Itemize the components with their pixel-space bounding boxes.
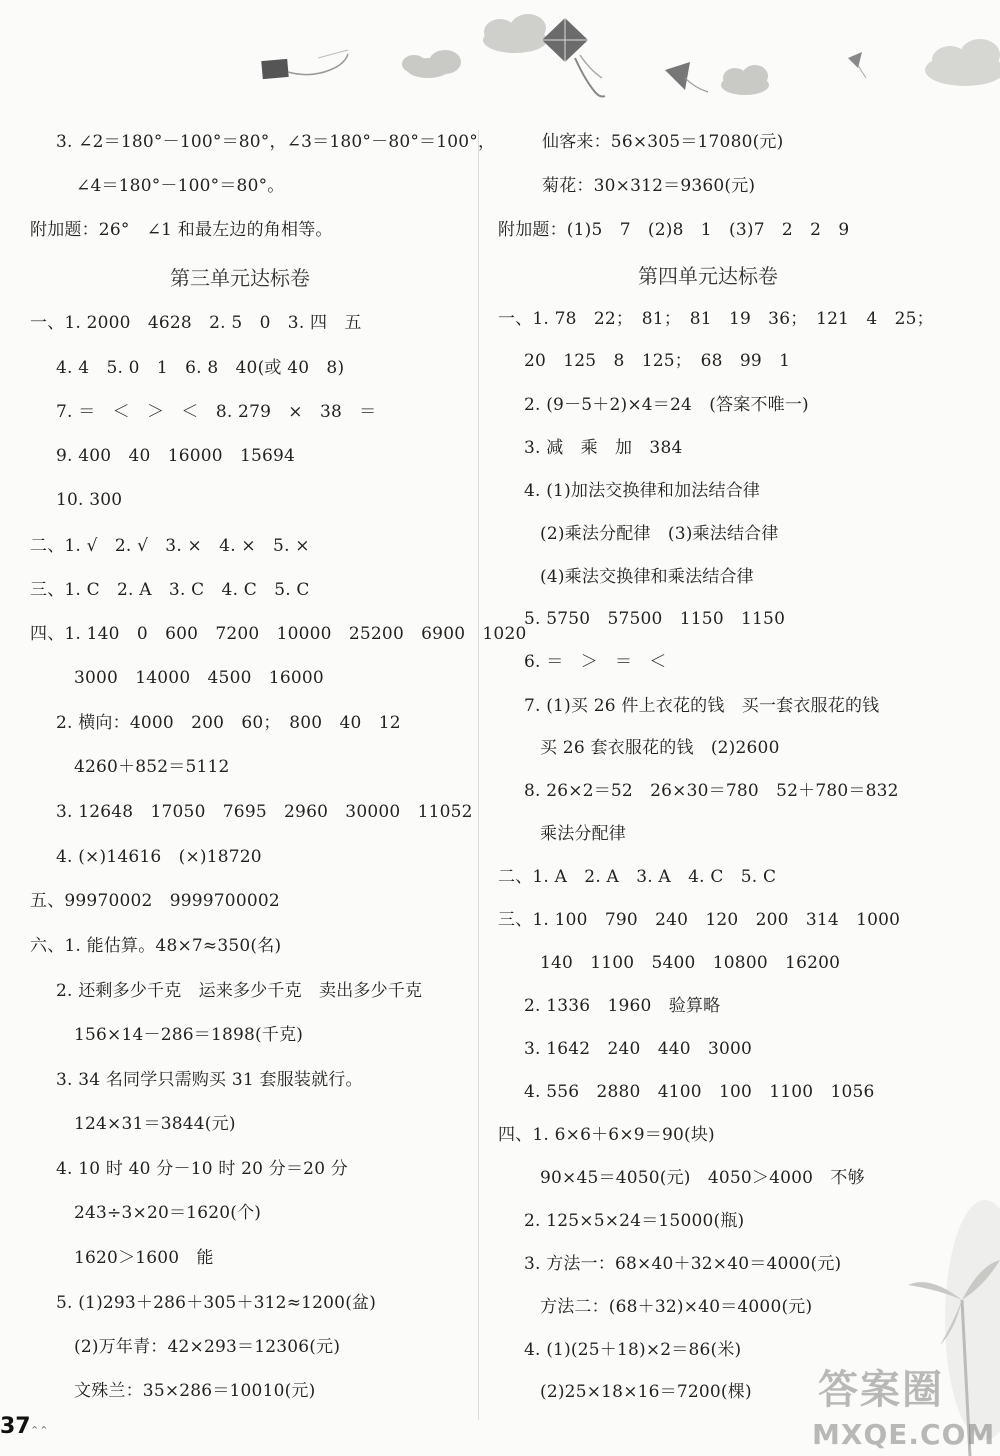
answer-line: 4. 4 5. 0 1 6. 8 40(或 40 8) [56, 358, 345, 378]
answer-line: 四、1. 140 0 600 7200 10000 25200 6900 1020 [30, 624, 527, 644]
answer-line: 4. (×)14616 (×)18720 [56, 847, 262, 867]
answer-line: 140 1100 5400 10800 16200 [540, 953, 841, 973]
answer-line: 5. (1)293＋286＋305＋312≈1200(盆) [56, 1293, 377, 1313]
page-mark: ⌃⌃ [30, 1424, 49, 1437]
answer-line: 2. 还剩多少千克 运来多少千克 卖出多少千克 [56, 981, 423, 1001]
answer-line: 243÷3×20＝1620(个) [74, 1203, 262, 1223]
page-number: 37 [0, 1414, 31, 1439]
answer-line: 4. 10 时 40 分－10 时 20 分＝20 分 [56, 1159, 349, 1179]
answer-line: 买 26 套衣服花的钱 (2)2600 [540, 738, 780, 758]
answer-line: 20 125 8 125； 68 99 1 [524, 351, 791, 371]
answer-line: 4. (1)加法交换律和加法结合律 [524, 481, 761, 501]
bonus-answer: 附加题：26° ∠1 和最左边的角相等。 [30, 220, 333, 240]
answer-line: 4. 556 2880 4100 100 1100 1056 [524, 1082, 875, 1102]
answer-line: 5. 5750 57500 1150 1150 [524, 609, 786, 629]
answer-line: 10. 300 [56, 490, 123, 510]
answer-line: (4)乘法交换律和乘法结合律 [540, 567, 754, 587]
answer-line: 方法二：(68＋32)×40＝4000(元) [540, 1297, 813, 1317]
answer-line: 二、1. √ 2. √ 3. × 4. × 5. × [30, 536, 310, 556]
answer-line: (2)万年青：42×293＝12306(元) [74, 1337, 341, 1357]
answer-line: 124×31＝3844(元) [74, 1114, 236, 1134]
answer-line: 菊花：30×312＝9360(元) [542, 176, 756, 196]
answer-line: 2. 横向：4000 200 60； 800 40 12 [56, 713, 401, 733]
answer-line: 3. ∠2＝180°－100°＝80°，∠3＝180°－80°＝100°， [56, 132, 496, 152]
section-title: 第四单元达标卷 [638, 264, 778, 288]
answer-line: ∠4＝180°－100°＝80°。 [76, 176, 285, 196]
answer-line: 4260＋852＝5112 [74, 757, 230, 777]
watermark-url: MXQE.COM [812, 1418, 996, 1451]
answer-line: 3. 34 名同学只需购买 31 套服装就行。 [56, 1070, 363, 1090]
answer-line: 2. (9－5＋2)×4＝24 (答案不唯一) [524, 395, 809, 415]
section-title: 第三单元达标卷 [170, 266, 310, 290]
answer-line: 90×45＝4050(元) 4050＞4000 不够 [540, 1168, 865, 1188]
answer-line: 一、1. 78 22； 81； 81 19 36； 121 4 25； [498, 309, 934, 329]
bonus-answer: 附加题：(1)5 7 (2)8 1 (3)7 2 2 9 [498, 220, 850, 240]
right-column [480, 0, 940, 1456]
answer-line: 9. 400 40 16000 15694 [56, 446, 296, 466]
answer-line: 156×14－286＝1898(千克) [74, 1025, 304, 1045]
answer-line: 3000 14000 4500 16000 [74, 668, 324, 688]
answer-line: 三、1. 100 790 240 120 200 314 1000 [498, 910, 901, 930]
answer-line: 3. 减 乘 加 384 [524, 438, 683, 458]
answer-line: 一、1. 2000 4628 2. 5 0 3. 四 五 [30, 313, 362, 333]
answer-line: 六、1. 能估算。48×7≈350(名) [30, 936, 282, 956]
answer-line: 6. ＝ ＞ ＝ ＜ [524, 652, 667, 672]
answer-line: 仙客来：56×305＝17080(元) [542, 132, 784, 152]
answer-line: 7. ＝ ＜ ＞ ＜ 8. 279 × 38 ＝ [56, 402, 377, 422]
answer-line: 2. 1336 1960 验算略 [524, 996, 721, 1016]
answer-line: 8. 26×2＝52 26×30＝780 52＋780＝832 [524, 781, 899, 801]
answer-line: (2)乘法分配律 (3)乘法结合律 [540, 524, 779, 544]
answer-line: 3. 12648 17050 7695 2960 30000 11052 [56, 802, 473, 822]
answer-line: 三、1. C 2. A 3. C 4. C 5. C [30, 580, 310, 600]
answer-line: 7. (1)买 26 件上衣花的钱 买一套衣服花的钱 [524, 696, 880, 716]
answer-line: 4. (1)(25＋18)×2＝86(米) [524, 1340, 742, 1360]
answer-line: 乘法分配律 [540, 824, 626, 844]
answer-line: 3. 方法一：68×40＋32×40＝4000(元) [524, 1254, 842, 1274]
answer-line: 3. 1642 240 440 3000 [524, 1039, 753, 1059]
watermark-logo: 答案圈 [818, 1367, 944, 1413]
column-divider [478, 130, 479, 1420]
answer-line: 四、1. 6×6＋6×9＝90(块) [498, 1125, 715, 1145]
answer-line: (2)25×18×16＝7200(棵) [540, 1382, 752, 1402]
answer-line: 文殊兰：35×286＝10010(元) [74, 1381, 316, 1401]
answer-line: 2. 125×5×24＝15000(瓶) [524, 1211, 745, 1231]
answer-line: 五、99970002 9999700002 [30, 891, 280, 911]
answer-line: 二、1. A 2. A 3. A 4. C 5. C [498, 867, 777, 887]
answer-line: 1620＞1600 能 [74, 1248, 214, 1268]
